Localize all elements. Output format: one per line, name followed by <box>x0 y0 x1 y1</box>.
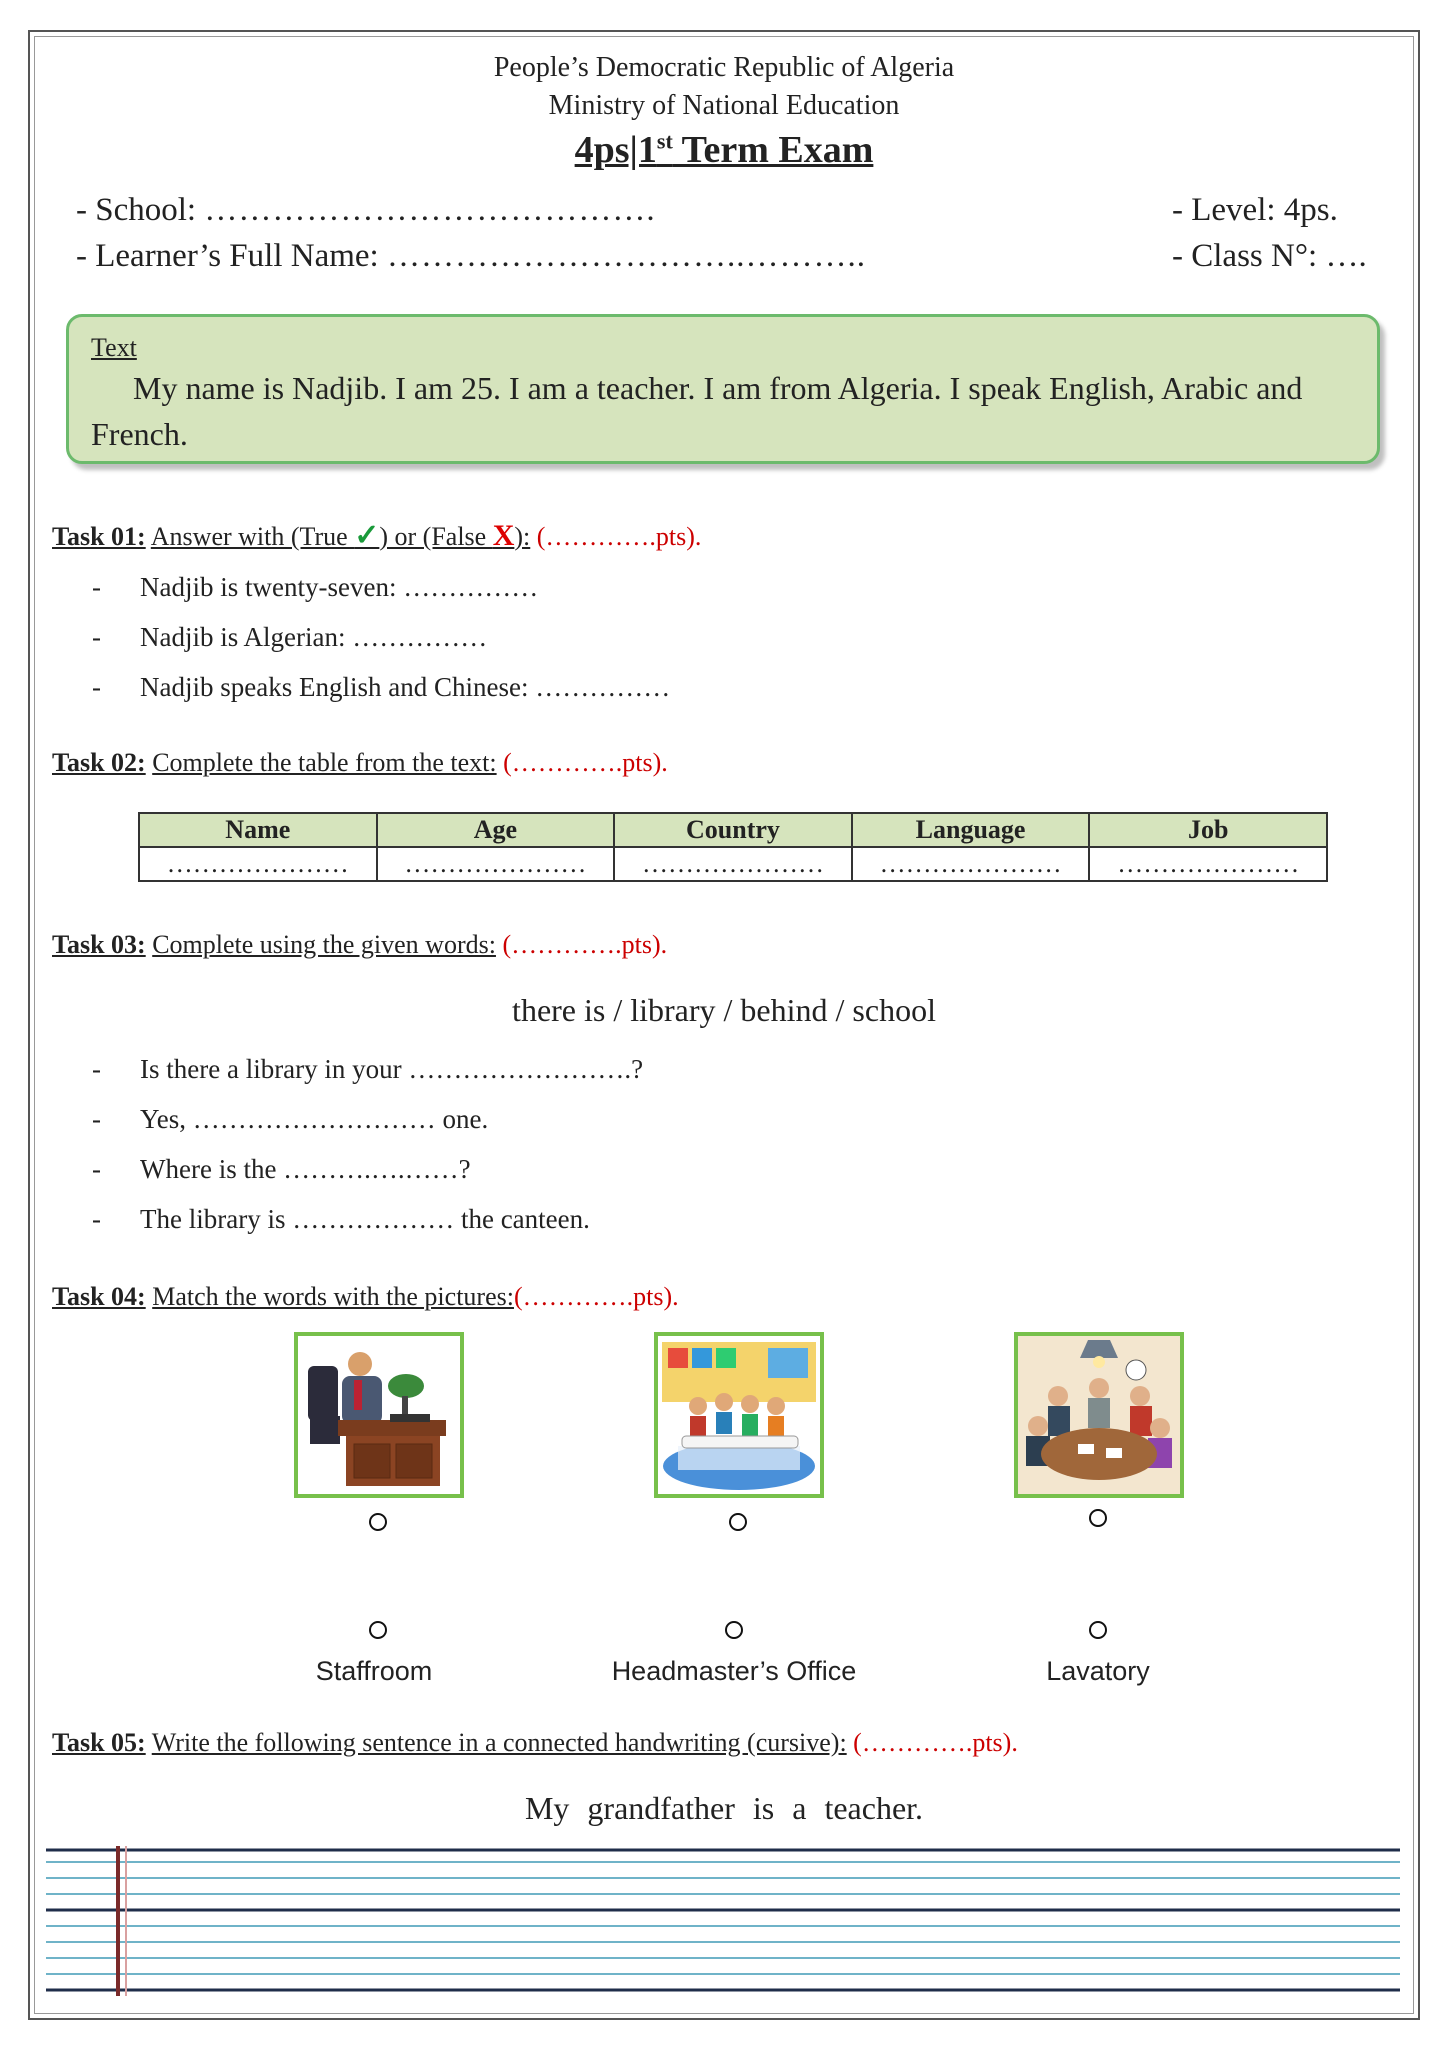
task5-heading: Task 05: Write the following sentence in a connected handwriting (cursive): (………….pts). <box>52 1728 1018 1757</box>
classroom-picture <box>654 1332 824 1498</box>
task1-item: - Nadjib is Algerian: …………… <box>92 622 488 652</box>
match-dot-word[interactable] <box>1089 1621 1107 1639</box>
task1-heading: Task 01: Answer with (True ✓) or (False X): (………….pts). <box>52 519 702 552</box>
header-ministry: Ministry of National Education <box>548 90 900 121</box>
table-cell: ………………… <box>852 847 1090 881</box>
match-dot-picture[interactable] <box>369 1513 387 1531</box>
handwriting-lines <box>46 1846 1400 1996</box>
task3-item: - Is there a library in your …………………….? <box>92 1054 644 1084</box>
task2-table <box>138 812 1328 882</box>
table-cell: ………………… <box>377 847 615 881</box>
task4-heading: Task 04: Match the words with the pictures:(………….pts). <box>52 1282 679 1311</box>
level-field: - Level: 4ps. <box>1172 192 1338 228</box>
table-header: Name <box>139 813 377 847</box>
class-number-field: - Class N°: …. <box>1172 238 1367 274</box>
table-header: Country <box>614 813 852 847</box>
model-sentence: My grandfather is a teacher. <box>524 1790 924 1826</box>
table-header: Age <box>377 813 615 847</box>
task3-item: - Yes, ……………………… one. <box>92 1104 489 1134</box>
task2-heading: Task 02: Complete the table from the text: (………….pts). <box>52 748 668 777</box>
task1-item: - Nadjib is twenty-seven: …………… <box>92 572 539 602</box>
header-country: People’s Democratic Republic of Algeria <box>493 52 955 83</box>
task3-heading: Task 03: Complete using the given words: (………….pts). <box>52 930 668 959</box>
text-label: Text <box>91 333 137 362</box>
staffroom-picture <box>1014 1332 1184 1498</box>
table-header: Job <box>1089 813 1327 847</box>
check-icon: ✓ <box>354 519 380 552</box>
match-dot-word[interactable] <box>369 1621 387 1639</box>
reading-text: My name is Nadjib. I am 25. I am a teacher. I am from Algeria. I speak English, Arabic and French. <box>91 370 1303 452</box>
school-field: - School: …………………………………. <box>76 192 656 228</box>
word-headmasters-office: Headmaster’s Office <box>611 1656 857 1686</box>
task3-item: - The library is ……………… the canteen. <box>92 1204 590 1234</box>
learner-name-field: - Learner’s Full Name: …………………………..……….. <box>76 238 866 274</box>
match-dot-picture[interactable] <box>1089 1509 1107 1527</box>
table-cell: ………………… <box>139 847 377 881</box>
given-words: there is / library / behind / school <box>512 992 936 1028</box>
table-cell: ………………… <box>614 847 852 881</box>
cross-icon: X <box>492 519 515 552</box>
word-lavatory: Lavatory <box>1046 1656 1150 1686</box>
reading-text-box <box>66 314 1380 464</box>
table-cell: ………………… <box>1089 847 1327 881</box>
task1-item: - Nadjib speaks English and Chinese: …………… <box>92 672 671 702</box>
match-dot-word[interactable] <box>725 1621 743 1639</box>
exam-title: 4ps|1st Term Exam <box>574 128 874 171</box>
task3-item: - Where is the ……….….……? <box>92 1154 471 1184</box>
headmaster-office-picture <box>294 1332 464 1498</box>
match-dot-picture[interactable] <box>729 1513 747 1531</box>
table-header: Language <box>852 813 1090 847</box>
word-staffroom: Staffroom <box>315 1656 433 1686</box>
